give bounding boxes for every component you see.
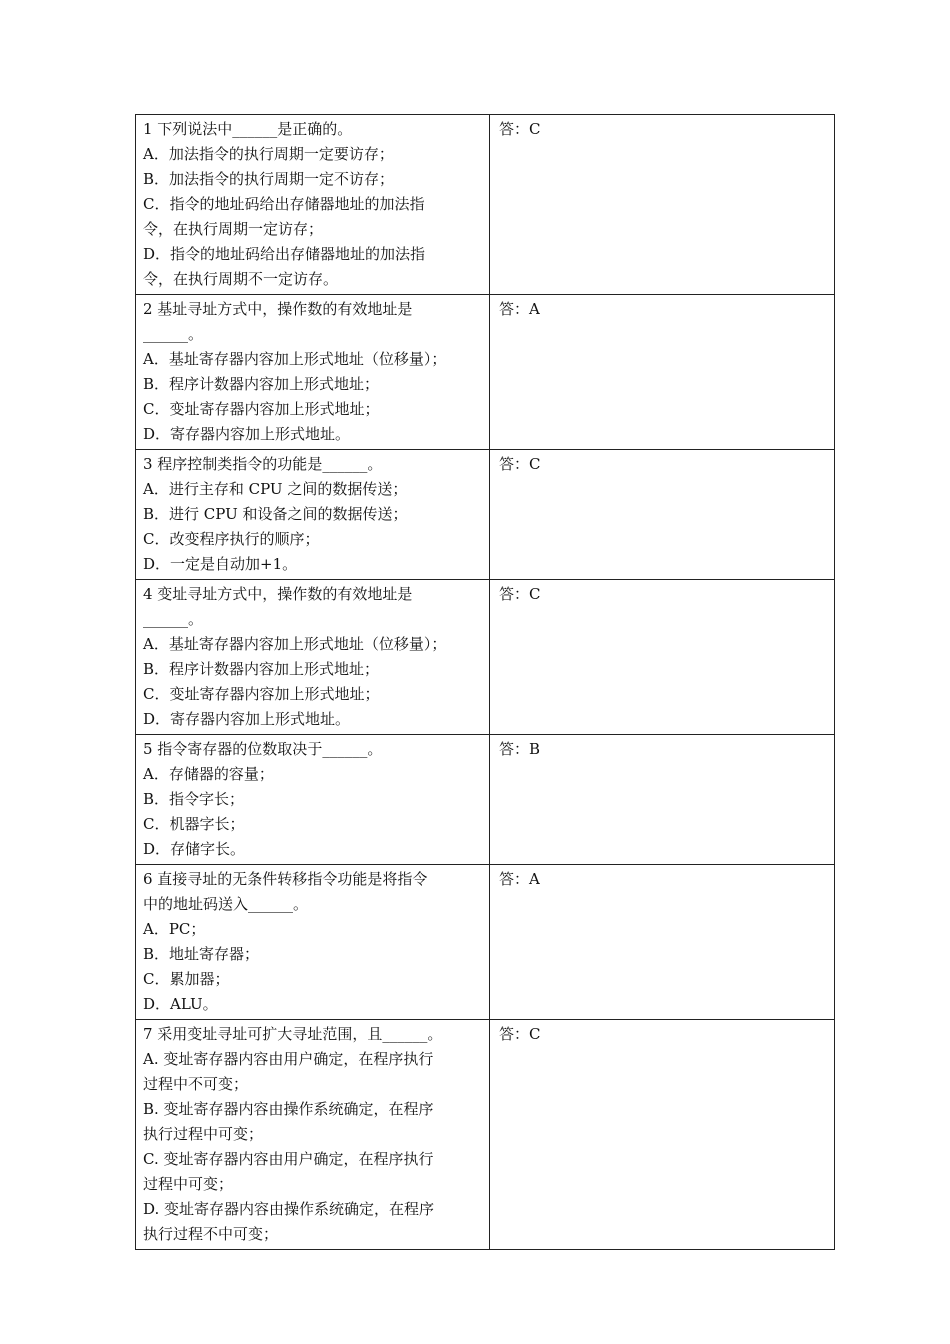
question-line: 1 下列说法中______是正确的。 — [143, 120, 353, 138]
answer-text: 答：A — [499, 300, 540, 318]
question-cell — [136, 450, 490, 580]
answer-text: 答：C — [499, 1025, 541, 1043]
question-line: A. 变址寄存器内容由用户确定，在程序执行 — [143, 1050, 434, 1068]
question-row — [136, 865, 835, 1020]
question-line: B．地址寄存器； — [143, 945, 260, 963]
question-line: C．指令的地址码给出存储器地址的加法指 — [143, 195, 425, 213]
question-line: ______。 — [143, 610, 204, 628]
qa-body — [136, 115, 835, 1250]
question-line: B．加法指令的执行周期一定不访存； — [143, 170, 395, 188]
question-line: 执行过程中可变； — [143, 1125, 264, 1143]
question-row — [136, 295, 835, 450]
question-line: C. 变址寄存器内容由用户确定，在程序执行 — [143, 1150, 434, 1168]
question-cell — [136, 115, 490, 295]
question-line: 中的地址码送入______。 — [143, 895, 309, 913]
question-line: 过程中不可变； — [143, 1075, 249, 1093]
question-line: 3 程序控制类指令的功能是______。 — [143, 455, 383, 473]
question-line: 4 变址寻址方式中，操作数的有效地址是 — [143, 585, 413, 603]
question-line: 令，在执行周期一定访存； — [143, 220, 324, 238]
question-line: B．程序计数器内容加上形式地址； — [143, 660, 380, 678]
question-line: D．存储字长。 — [143, 840, 246, 858]
question-line: 6 直接寻址的无条件转移指令功能是将指令 — [143, 870, 428, 888]
question-line: A．基址寄存器内容加上形式地址（位移量）； — [143, 350, 447, 368]
question-cell — [136, 580, 490, 735]
question-line: A．存储器的容量； — [143, 765, 274, 783]
question-line: D．一定是自动加+1。 — [143, 555, 298, 573]
question-line: D．ALU。 — [143, 995, 218, 1013]
question-row — [136, 450, 835, 580]
question-cell — [136, 735, 490, 865]
qa-table — [135, 114, 835, 1250]
answer-text: 答：B — [499, 740, 541, 758]
question-row — [136, 115, 835, 295]
question-line: C．变址寄存器内容加上形式地址； — [143, 400, 380, 418]
answer-cell — [490, 450, 835, 580]
answer-text: 答：C — [499, 455, 541, 473]
answer-cell — [490, 115, 835, 295]
question-line: B. 变址寄存器内容由操作系统确定，在程序 — [143, 1100, 434, 1118]
question-line: C．改变程序执行的顺序； — [143, 530, 320, 548]
answer-text: 答：A — [499, 870, 540, 888]
question-line: A．基址寄存器内容加上形式地址（位移量）； — [143, 635, 447, 653]
question-line: B．进行 CPU 和设备之间的数据传送； — [143, 505, 408, 523]
question-line: A．进行主存和 CPU 之间的数据传送； — [143, 480, 408, 498]
question-line: B．程序计数器内容加上形式地址； — [143, 375, 380, 393]
question-line: D．指令的地址码给出存储器地址的加法指 — [143, 245, 426, 263]
answer-cell — [490, 735, 835, 865]
answer-text: 答：C — [499, 585, 541, 603]
question-line: D. 变址寄存器内容由操作系统确定，在程序 — [143, 1200, 435, 1218]
question-line: 执行过程不中可变； — [143, 1225, 279, 1243]
question-line: C．变址寄存器内容加上形式地址； — [143, 685, 380, 703]
question-row — [136, 735, 835, 865]
question-line: A．加法指令的执行周期一定要访存； — [143, 145, 394, 163]
question-line: A．PC； — [143, 920, 206, 938]
question-line: B．指令字长； — [143, 790, 245, 808]
question-row — [136, 1020, 835, 1250]
answer-text: 答：C — [499, 120, 541, 138]
question-line: C．机器字长； — [143, 815, 245, 833]
question-line: 7 采用变址寻址可扩大寻址范围，且______。 — [143, 1025, 443, 1043]
question-cell — [136, 1020, 490, 1250]
question-line: 令，在执行周期不一定访存。 — [143, 270, 339, 288]
question-line: C．累加器； — [143, 970, 230, 988]
question-line: 2 基址寻址方式中，操作数的有效地址是 — [143, 300, 413, 318]
question-line: ______。 — [143, 325, 204, 343]
answer-cell — [490, 865, 835, 1020]
question-line: 过程中可变； — [143, 1175, 234, 1193]
answer-cell — [490, 580, 835, 735]
question-row — [136, 580, 835, 735]
answer-cell — [490, 295, 835, 450]
answer-cell — [490, 1020, 835, 1250]
question-line: D．寄存器内容加上形式地址。 — [143, 425, 351, 443]
question-cell — [136, 865, 490, 1020]
question-line: D．寄存器内容加上形式地址。 — [143, 710, 351, 728]
question-cell — [136, 295, 490, 450]
question-line: 5 指令寄存器的位数取决于______。 — [143, 740, 383, 758]
